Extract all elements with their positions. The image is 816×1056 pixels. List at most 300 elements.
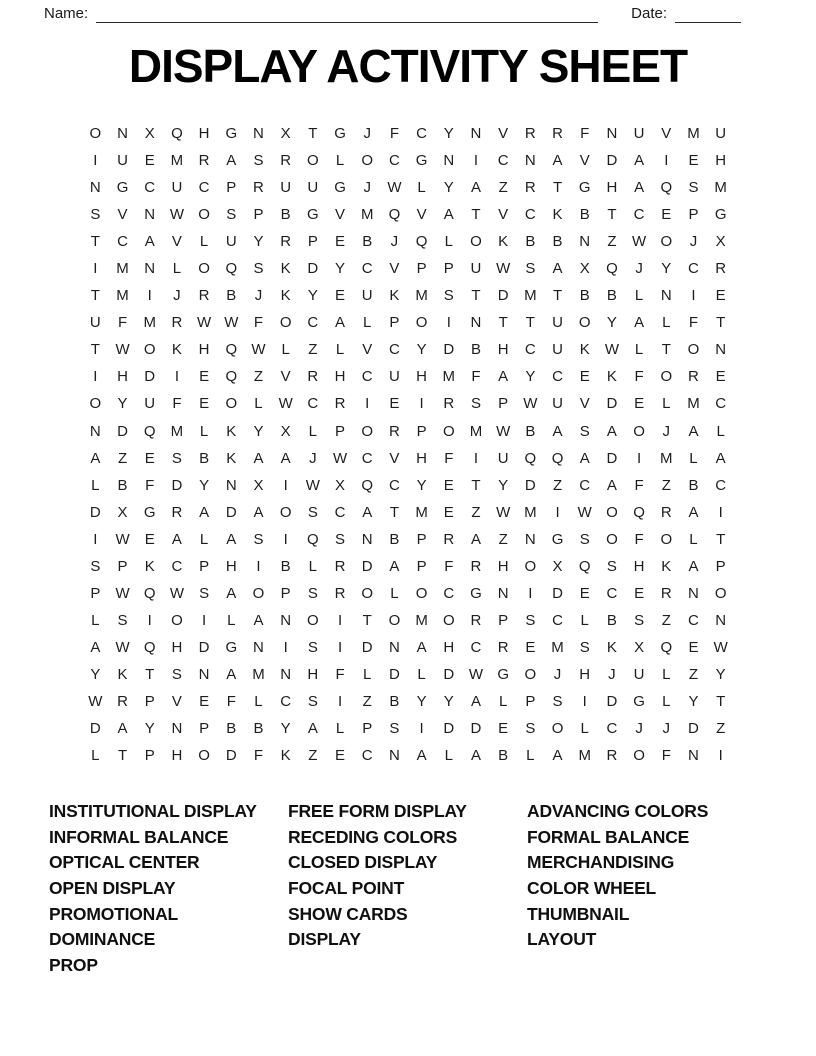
word-list-item: RECEDING COLORS bbox=[288, 826, 458, 847]
grid-letter: L bbox=[199, 422, 209, 440]
grid-letter: T bbox=[552, 179, 563, 197]
grid-letter: I bbox=[93, 368, 98, 386]
grid-letter: F bbox=[471, 368, 481, 386]
grid-letter: T bbox=[308, 125, 318, 143]
grid-row bbox=[82, 120, 735, 147]
grid-letter: W bbox=[251, 341, 266, 359]
grid-letter: H bbox=[579, 665, 591, 683]
grid-letter: I bbox=[337, 638, 343, 656]
grid-letter: B bbox=[280, 557, 291, 575]
grid-letter: T bbox=[471, 287, 481, 305]
grid-letter: Q bbox=[225, 341, 238, 359]
word-list-item: INFORMAL BALANCE bbox=[49, 826, 229, 847]
grid-letter: Y bbox=[416, 476, 427, 494]
grid-letter: W bbox=[169, 206, 184, 224]
grid-letter: A bbox=[470, 530, 481, 548]
grid-letter: E bbox=[443, 503, 454, 521]
grid-letter: W bbox=[169, 584, 184, 602]
grid-letter: S bbox=[579, 530, 590, 548]
grid-letter: M bbox=[442, 368, 456, 386]
grid-letter: A bbox=[389, 557, 400, 575]
grid-letter: M bbox=[551, 638, 564, 656]
grid-letter: A bbox=[226, 665, 237, 683]
word-list-item: MERCHANDISING bbox=[527, 852, 675, 873]
grid-letter: Y bbox=[307, 287, 318, 305]
grid-letter: S bbox=[579, 638, 590, 656]
grid-letter: O bbox=[606, 503, 618, 521]
grid-letter: Z bbox=[308, 341, 318, 359]
grid-letter: S bbox=[117, 611, 128, 629]
grid-letter: M bbox=[415, 611, 428, 629]
date-blank-line bbox=[675, 6, 741, 23]
grid-letter: A bbox=[253, 449, 264, 467]
grid-letter: B bbox=[226, 720, 237, 738]
grid-letter: O bbox=[660, 530, 673, 548]
grid-letter: E bbox=[199, 693, 210, 710]
grid-letter: N bbox=[225, 476, 237, 494]
grid-letter: X bbox=[253, 476, 264, 494]
grid-letter: S bbox=[199, 584, 210, 602]
grid-letter: A bbox=[688, 503, 699, 521]
word-list-item: THUMBNAIL bbox=[527, 903, 630, 924]
grid-letter: A bbox=[199, 503, 210, 521]
grid-letter: L bbox=[254, 693, 263, 710]
grid-letter: K bbox=[389, 287, 400, 305]
grid-letter: W bbox=[496, 422, 511, 440]
grid-letter: O bbox=[606, 530, 618, 548]
grid-letter: O bbox=[143, 341, 156, 359]
grid-letter: Y bbox=[416, 693, 427, 710]
grid-letter: W bbox=[468, 665, 484, 683]
grid-letter: I bbox=[419, 395, 424, 413]
grid-letter: D bbox=[144, 368, 156, 386]
grid-letter: K bbox=[280, 747, 291, 765]
grid-letter: Z bbox=[716, 720, 726, 738]
grid-letter: H bbox=[334, 368, 346, 386]
grid-letter: R bbox=[171, 503, 183, 521]
grid-letter: W bbox=[604, 341, 619, 359]
grid-letter: J bbox=[662, 422, 671, 440]
grid-letter: Y bbox=[253, 422, 264, 440]
grid-letter: B bbox=[226, 287, 237, 305]
grid-letter: D bbox=[606, 693, 618, 710]
word-list-item: OPEN DISPLAY bbox=[49, 877, 176, 898]
grid-letter: B bbox=[117, 476, 128, 494]
grid-letter: W bbox=[332, 449, 348, 467]
grid-letter: G bbox=[143, 503, 156, 521]
grid-letter: L bbox=[417, 665, 426, 683]
grid-letter: N bbox=[89, 179, 101, 197]
grid-letter: J bbox=[553, 665, 562, 683]
grid-letter: G bbox=[578, 179, 591, 197]
grid-letter: H bbox=[198, 125, 210, 143]
grid-letter: A bbox=[90, 449, 101, 467]
word-list-column bbox=[527, 799, 766, 978]
grid-letter: N bbox=[470, 314, 482, 332]
grid-letter: D bbox=[606, 449, 618, 467]
grid-letter: A bbox=[552, 152, 563, 170]
grid-letter: U bbox=[144, 395, 156, 413]
grid-letter: U bbox=[470, 260, 482, 278]
grid-letter: R bbox=[334, 557, 346, 575]
grid-letter: H bbox=[225, 557, 237, 575]
grid-letter: R bbox=[606, 747, 618, 765]
grid-letter: P bbox=[226, 179, 237, 197]
grid-letter: R bbox=[715, 260, 727, 278]
grid-letter: B bbox=[606, 611, 617, 629]
grid-letter: C bbox=[307, 314, 319, 332]
grid-letter: V bbox=[280, 368, 291, 386]
grid-letter: N bbox=[688, 747, 699, 765]
grid-letter: I bbox=[202, 611, 207, 629]
grid-letter: U bbox=[715, 125, 727, 143]
grid-letter: Y bbox=[498, 476, 509, 494]
grid-letter: L bbox=[254, 395, 263, 413]
grid-letter: T bbox=[362, 611, 372, 629]
grid-letter: Q bbox=[225, 368, 238, 386]
grid-letter: A bbox=[470, 693, 481, 710]
grid-letter: M bbox=[415, 287, 428, 305]
grid-letter: L bbox=[662, 665, 671, 683]
grid-letter: N bbox=[144, 206, 156, 224]
grid-letter: O bbox=[524, 665, 537, 683]
word-list-item: FREE FORM DISPLAY bbox=[288, 801, 467, 822]
grid-letter: O bbox=[307, 152, 319, 170]
grid-letter: F bbox=[253, 747, 264, 765]
grid-letter: Q bbox=[606, 260, 618, 278]
grid-letter: O bbox=[551, 720, 564, 738]
grid-letter: H bbox=[497, 557, 509, 575]
grid-letter: C bbox=[579, 476, 591, 494]
grid-letter: Z bbox=[253, 368, 264, 386]
grid-letter: A bbox=[90, 638, 101, 656]
grid-letter: N bbox=[524, 152, 536, 170]
grid-row bbox=[82, 201, 735, 228]
grid-letter: I bbox=[691, 287, 696, 305]
grid-letter: K bbox=[606, 638, 617, 656]
grid-row bbox=[82, 715, 735, 742]
grid-letter: L bbox=[417, 179, 426, 197]
grid-letter: M bbox=[116, 287, 129, 305]
grid-letter: C bbox=[606, 584, 618, 602]
grid-letter: Q bbox=[143, 638, 156, 656]
grid-letter: A bbox=[552, 260, 563, 278]
grid-letter: T bbox=[117, 747, 128, 765]
grid-letter: N bbox=[388, 638, 400, 656]
word-list-item: SHOW CARDS bbox=[288, 903, 408, 924]
grid-letter: U bbox=[552, 341, 563, 359]
grid-letter: W bbox=[496, 503, 511, 521]
grid-letter: C bbox=[361, 368, 373, 386]
grid-letter: E bbox=[443, 476, 454, 494]
grid-letter: V bbox=[389, 260, 400, 278]
grid-letter: N bbox=[253, 638, 264, 656]
grid-letter: S bbox=[525, 611, 536, 629]
grid-letter: I bbox=[283, 530, 288, 548]
grid-letter: I bbox=[283, 638, 288, 656]
grid-letter: G bbox=[307, 206, 319, 224]
grid-letter: O bbox=[578, 314, 591, 332]
grid-letter: C bbox=[117, 233, 128, 251]
grid-letter: J bbox=[309, 449, 317, 467]
grid-letter: P bbox=[416, 530, 427, 548]
grid-letter: K bbox=[117, 665, 128, 683]
grid-letter: Z bbox=[117, 449, 128, 467]
grid-letter: P bbox=[199, 720, 210, 738]
grid-letter: F bbox=[444, 449, 454, 467]
grid-letter: I bbox=[555, 503, 560, 521]
grid-letter: O bbox=[633, 422, 645, 440]
grid-letter: F bbox=[444, 557, 454, 575]
grid-letter: D bbox=[171, 476, 183, 494]
grid-letter: Q bbox=[415, 233, 428, 251]
grid-letter: S bbox=[525, 720, 536, 738]
grid-letter: E bbox=[579, 584, 590, 602]
grid-letter: K bbox=[171, 341, 182, 359]
grid-letter: L bbox=[689, 530, 698, 548]
grid-letter: A bbox=[470, 747, 481, 765]
grid-letter: L bbox=[91, 747, 100, 765]
grid-letter: Z bbox=[661, 611, 671, 629]
grid-letter: Y bbox=[253, 233, 264, 251]
word-list-item: CLOSED DISPLAY bbox=[288, 852, 438, 873]
grid-letter: G bbox=[116, 179, 129, 197]
grid-letter: U bbox=[89, 314, 101, 332]
grid-letter: R bbox=[198, 152, 210, 170]
grid-letter: D bbox=[443, 720, 455, 738]
grid-letter: N bbox=[361, 530, 373, 548]
grid-letter: H bbox=[171, 747, 183, 765]
grid-letter: P bbox=[416, 422, 427, 440]
grid-letter: O bbox=[361, 422, 374, 440]
grid-letter: O bbox=[89, 125, 102, 143]
grid-letter: O bbox=[171, 611, 183, 629]
grid-letter: X bbox=[715, 233, 726, 251]
grid-letter: L bbox=[580, 720, 589, 738]
grid-letter: X bbox=[634, 638, 645, 656]
grid-letter: M bbox=[578, 747, 591, 765]
grid-letter: P bbox=[498, 611, 509, 629]
grid-letter: X bbox=[552, 557, 563, 575]
grid-letter: W bbox=[88, 693, 103, 710]
grid-letter: A bbox=[552, 422, 563, 440]
grid-letter: S bbox=[171, 665, 182, 683]
grid-letter: O bbox=[225, 395, 238, 413]
grid-letter: Y bbox=[443, 693, 454, 710]
grid-letter: J bbox=[173, 287, 181, 305]
word-list-item: DOMINANCE bbox=[49, 929, 156, 950]
grid-letter: O bbox=[687, 341, 700, 359]
grid-letter: C bbox=[443, 584, 455, 602]
grid-letter: R bbox=[388, 422, 400, 440]
grid-letter: W bbox=[115, 530, 130, 548]
grid-letter: X bbox=[579, 260, 590, 278]
grid-letter: W bbox=[305, 476, 320, 494]
grid-letter: B bbox=[525, 233, 536, 251]
grid-letter: I bbox=[93, 530, 98, 548]
grid-letter: I bbox=[147, 611, 152, 629]
grid-letter: Q bbox=[171, 125, 183, 143]
grid-letter: G bbox=[225, 125, 238, 143]
grid-letter: B bbox=[470, 341, 481, 359]
grid-letter: J bbox=[662, 720, 671, 738]
grid-letter: S bbox=[307, 638, 318, 656]
grid-letter: L bbox=[580, 611, 589, 629]
grid-letter: A bbox=[634, 179, 645, 197]
grid-letter: M bbox=[170, 422, 184, 440]
word-list-item: COLOR WHEEL bbox=[527, 877, 657, 898]
grid-letter: D bbox=[606, 395, 618, 413]
word-list-column bbox=[49, 799, 288, 978]
grid-letter: N bbox=[715, 611, 727, 629]
grid-letter: F bbox=[634, 476, 644, 494]
grid-letter: E bbox=[335, 747, 346, 765]
grid-letter: D bbox=[606, 152, 618, 170]
grid-row bbox=[82, 742, 735, 769]
grid-letter: I bbox=[337, 693, 343, 710]
grid-letter: C bbox=[552, 611, 563, 629]
grid-letter: W bbox=[278, 395, 293, 413]
grid-letter: A bbox=[688, 557, 699, 575]
grid-letter: C bbox=[388, 341, 400, 359]
grid-letter: K bbox=[226, 422, 237, 440]
grid-letter: T bbox=[661, 341, 671, 359]
grid-letter: C bbox=[361, 260, 373, 278]
grid-letter: O bbox=[470, 233, 482, 251]
grid-letter: L bbox=[199, 530, 209, 548]
grid-letter: O bbox=[660, 233, 673, 251]
grid-letter: F bbox=[172, 395, 182, 413]
grid-letter: O bbox=[198, 206, 210, 224]
grid-letter: N bbox=[688, 584, 699, 602]
grid-letter: C bbox=[497, 152, 509, 170]
grid-letter: A bbox=[226, 152, 237, 170]
grid-letter: C bbox=[334, 503, 346, 521]
grid-letter: K bbox=[498, 233, 509, 251]
grid-letter: T bbox=[525, 314, 535, 332]
grid-letter: G bbox=[633, 693, 645, 710]
grid-letter: K bbox=[280, 287, 291, 305]
grid-letter: T bbox=[145, 665, 155, 683]
grid-letter: F bbox=[688, 314, 699, 332]
grid-letter: L bbox=[335, 152, 345, 170]
grid-letter: C bbox=[715, 395, 727, 413]
grid-letter: R bbox=[253, 179, 264, 197]
grid-letter: U bbox=[280, 179, 292, 197]
grid-letter: I bbox=[337, 611, 343, 629]
grid-letter: D bbox=[307, 260, 319, 278]
word-list-item: ADVANCING COLORS bbox=[527, 801, 709, 822]
grid-letter: N bbox=[253, 125, 264, 143]
grid-letter: E bbox=[199, 368, 210, 386]
grid-letter: I bbox=[256, 557, 261, 575]
grid-letter: W bbox=[496, 260, 511, 278]
grid-letter: L bbox=[363, 314, 372, 332]
grid-letter: M bbox=[524, 503, 537, 521]
grid-letter: B bbox=[525, 422, 536, 440]
grid-letter: V bbox=[171, 693, 182, 710]
grid-letter: L bbox=[363, 665, 372, 683]
grid-letter: Z bbox=[308, 747, 318, 765]
grid-letter: A bbox=[443, 206, 454, 224]
grid-letter: W bbox=[224, 314, 239, 332]
grid-letter: E bbox=[525, 638, 536, 656]
grid-letter: L bbox=[91, 611, 100, 629]
grid-letter: W bbox=[632, 233, 647, 251]
grid-letter: H bbox=[633, 557, 645, 575]
grid-letter: L bbox=[308, 422, 318, 440]
grid-letter: M bbox=[687, 125, 700, 143]
grid-letter: M bbox=[415, 503, 428, 521]
grid-letter: S bbox=[525, 260, 536, 278]
grid-letter: B bbox=[362, 233, 373, 251]
grid-letter: P bbox=[253, 206, 264, 224]
grid-letter: N bbox=[443, 152, 455, 170]
grid-letter: R bbox=[280, 152, 292, 170]
grid-letter: C bbox=[361, 747, 373, 765]
grid-letter: R bbox=[524, 125, 536, 143]
grid-letter: Q bbox=[388, 206, 401, 224]
grid-letter: R bbox=[334, 395, 346, 413]
grid-letter: V bbox=[579, 395, 590, 413]
grid-letter: P bbox=[498, 395, 509, 413]
grid-letter: V bbox=[362, 341, 373, 359]
grid-letter: I bbox=[365, 395, 370, 413]
grid-letter: N bbox=[280, 611, 292, 629]
grid-letter: V bbox=[579, 152, 590, 170]
grid-letter: W bbox=[197, 314, 212, 332]
grid-letter: A bbox=[226, 530, 237, 548]
grid-letter: C bbox=[171, 557, 183, 575]
grid-letter: A bbox=[416, 638, 427, 656]
grid-letter: H bbox=[416, 449, 428, 467]
grid-letter: Y bbox=[715, 665, 726, 683]
grid-letter: S bbox=[253, 260, 264, 278]
grid-letter: D bbox=[89, 720, 101, 738]
grid-letter: E bbox=[715, 368, 726, 386]
grid-letter: I bbox=[637, 449, 642, 467]
grid-letter: H bbox=[715, 152, 727, 170]
grid-letter: I bbox=[473, 152, 479, 170]
grid-letter: A bbox=[335, 314, 346, 332]
grid-letter: D bbox=[198, 638, 210, 656]
grid-letter: O bbox=[252, 584, 265, 602]
grid-letter: T bbox=[716, 314, 726, 332]
grid-letter: M bbox=[360, 206, 374, 224]
grid-letter: Y bbox=[443, 125, 454, 143]
grid-letter: C bbox=[524, 206, 536, 224]
grid-letter: L bbox=[227, 611, 236, 629]
grid-letter: R bbox=[497, 638, 509, 656]
grid-letter: O bbox=[633, 747, 645, 765]
grid-row bbox=[82, 174, 735, 201]
grid-letter: W bbox=[387, 179, 402, 197]
grid-letter: H bbox=[171, 638, 183, 656]
grid-letter: V bbox=[498, 125, 509, 143]
grid-letter: I bbox=[283, 476, 288, 494]
grid-row bbox=[82, 553, 735, 580]
grid-letter: N bbox=[171, 720, 183, 738]
grid-letter: R bbox=[688, 368, 699, 386]
grid-letter: L bbox=[662, 693, 671, 710]
grid-letter: M bbox=[170, 152, 184, 170]
grid-letter: L bbox=[335, 341, 345, 359]
grid-letter: Q bbox=[551, 449, 564, 467]
grid-letter: W bbox=[115, 584, 130, 602]
grid-letter: C bbox=[524, 341, 536, 359]
grid-letter: C bbox=[144, 179, 156, 197]
grid-letter: W bbox=[523, 395, 538, 413]
